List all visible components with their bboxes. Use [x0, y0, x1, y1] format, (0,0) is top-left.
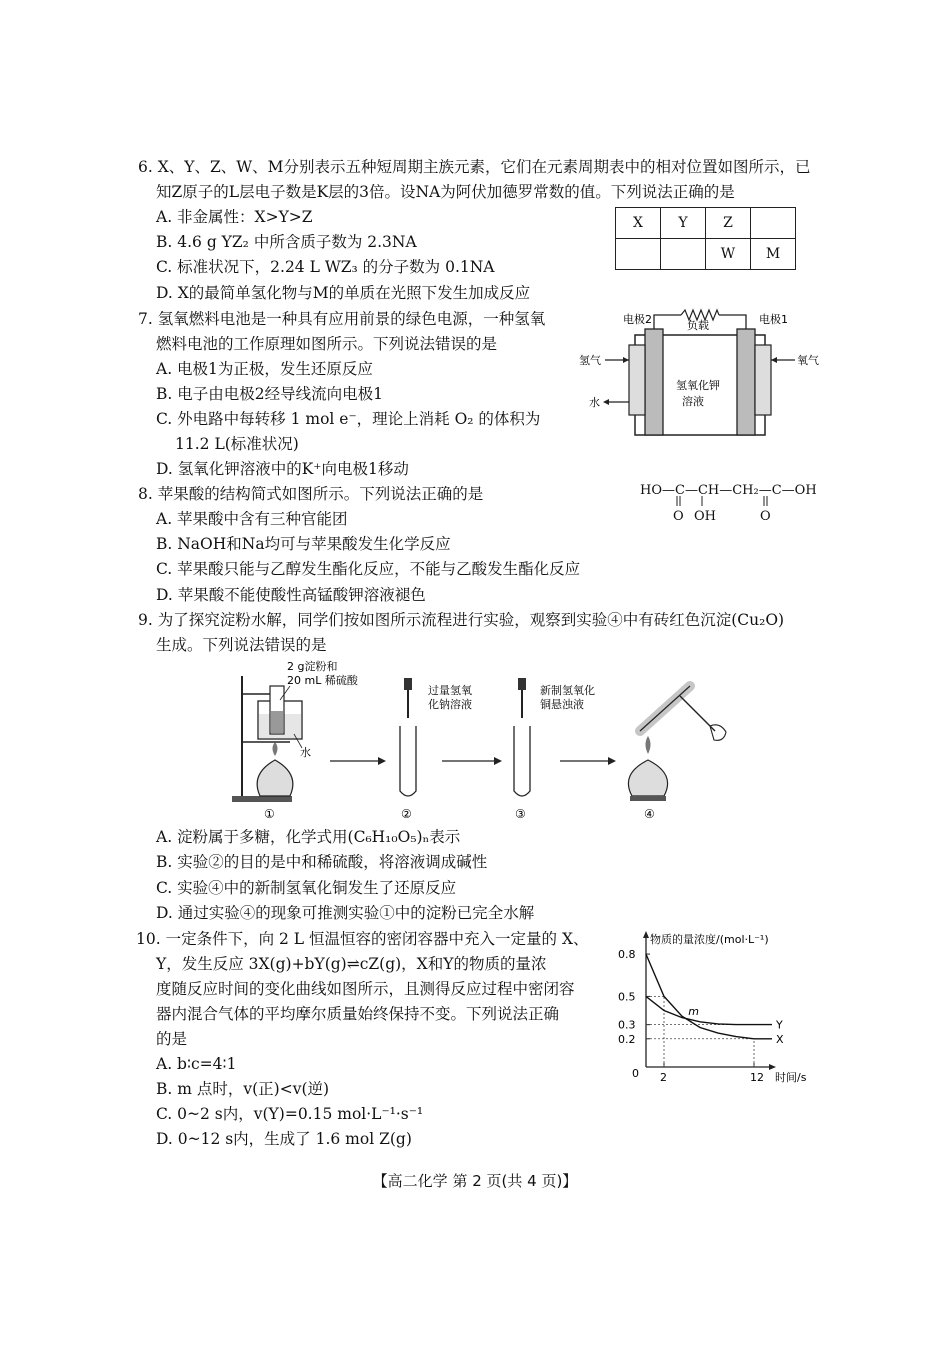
- label-water: 水: [589, 396, 600, 409]
- q8-option-a: A. 苹果酸中含有三种官能团: [156, 510, 348, 528]
- label-reagent-2a: 过量氢氧: [428, 684, 472, 697]
- step-4-label: ④: [644, 807, 655, 821]
- series-line-x: [646, 954, 772, 1039]
- x-tick-label: 2: [660, 1071, 667, 1084]
- label-electrode-1: 电极1: [759, 313, 788, 326]
- label-electrode-2: 电极2: [623, 313, 652, 326]
- fuel-cell-diagram: [575, 305, 825, 440]
- q7-option-c-line2: 11.2 L(标准状况): [175, 435, 299, 453]
- q7-stem-line1: 7. 氢氧燃料电池是一种具有应用前景的绿色电源，一种氢氧: [138, 310, 546, 328]
- pt-cell: [661, 239, 706, 270]
- q9-option-d: D. 通过实验④的现象可推测实验①中的淀粉已完全水解: [156, 904, 535, 922]
- pt-cell: [616, 239, 661, 270]
- label-reagent-2b: 化钠溶液: [428, 698, 472, 711]
- q6-option-c: C. 标准状况下，2.24 L WZ₃ 的分子数为 0.1NA: [156, 258, 495, 276]
- q7-option-b: B. 电子由电极2经导线流向电极1: [156, 385, 383, 403]
- q8-option-b: B. NaOH和Na均可与苹果酸发生化学反应: [156, 535, 451, 553]
- q9-option-c: C. 实验④中的新制氢氧化铜发生了还原反应: [156, 879, 457, 897]
- q9-option-a: A. 淀粉属于多糖，化学式用(C₆H₁₀O₅)ₙ表示: [156, 828, 461, 846]
- series-label-y: Y: [776, 1018, 783, 1032]
- label-reagent-3b: 铜悬浊液: [540, 698, 584, 711]
- q6-stem-line1: 6. X、Y、Z、W、M分别表示五种短周期主族元素，它们在元素周期表中的相对位置如图所示，已: [138, 158, 811, 176]
- malic-acid-carbonyl-o-1: O: [673, 509, 684, 524]
- q6-option-d: D. X的最简单氢化物与M的单质在光照下发生加成反应: [156, 284, 531, 302]
- pt-cell: [751, 208, 796, 239]
- q7-option-a: A. 电极1为正极，发生还原反应: [156, 360, 373, 378]
- x-axis-arrow: [769, 1064, 776, 1070]
- q7-stem-line2: 燃料电池的工作原理如图所示。下列说法错误的是: [156, 335, 498, 353]
- q6-option-a: A. 非金属性：X>Y>Z: [156, 208, 313, 226]
- q10-stem-line4: 器内混合气体的平均摩尔质量始终保持不变。下列说法正确: [156, 1005, 560, 1023]
- q8-option-d: D. 苹果酸不能使酸性高锰酸钾溶液褪色: [156, 586, 426, 604]
- step-1-label: ①: [264, 807, 275, 821]
- q10-stem-line5: 的是: [156, 1030, 188, 1048]
- q9-stem-line2: 生成。下列说法错误的是: [156, 636, 327, 654]
- malic-acid-hydroxyl: OH: [694, 509, 716, 524]
- q10-stem-line2: Y，发生反应 3X(g)+bY(g)⇌cZ(g)，X和Y的物质的量浓: [156, 955, 547, 973]
- q10-option-a: A. b∶c=4∶1: [156, 1055, 237, 1073]
- q9-stem-line1: 9. 为了探究淀粉水解，同学们按如图所示流程进行实验，观察到实验④中有砖红色沉淀(Cu₂O): [138, 611, 785, 629]
- q8-option-c: C. 苹果酸只能与乙醇发生酯化反应，不能与乙酸发生酯化反应: [156, 560, 581, 578]
- x-tick-label: 12: [750, 1071, 764, 1084]
- malic-acid-bonds: [640, 496, 830, 526]
- step-3-label: ③: [515, 807, 526, 821]
- malic-acid-main-chain: HO—C—CH—CH₂—C—OH: [640, 483, 817, 498]
- series-line-y: [646, 996, 772, 1024]
- y-axis-label: 物质的量浓度/(mol·L⁻¹): [650, 933, 769, 946]
- pt-cell: W: [706, 239, 751, 270]
- label-koh-1: 氢氧化钾: [676, 379, 720, 392]
- y-tick-label: 0.5: [618, 990, 636, 1004]
- label-oxygen: 氧气: [797, 354, 819, 367]
- periodic-table-fragment: [615, 207, 796, 270]
- page-footer: 【高二化学 第 2 页(共 4 页)】: [372, 1172, 578, 1190]
- label-load: 负载: [687, 319, 709, 332]
- origin-label: 0: [632, 1067, 639, 1080]
- label-reagent-1a: 2 g淀粉和: [287, 660, 338, 673]
- q9-option-b: B. 实验②的目的是中和稀硫酸，将溶液调成碱性: [156, 853, 488, 871]
- q6-stem-line2: 知Z原子的L层电子数是K层的3倍。设NA为阿伏加德罗常数的值。下列说法正确的是: [156, 183, 735, 201]
- q10-option-d: D. 0~12 s内，生成了 1.6 mol Z(g): [156, 1130, 412, 1148]
- q10-stem-line3: 度随反应时间的变化曲线如图所示，且测得反应过程中密闭容: [156, 980, 575, 998]
- pt-cell: Y: [661, 208, 706, 239]
- label-water-bath: 水: [300, 746, 311, 759]
- concentration-time-chart: [610, 925, 830, 1090]
- q10-stem-line1: 10. 一定条件下，向 2 L 恒温恒容的密闭容器中充入一定量的 X、: [136, 930, 589, 948]
- pt-cell: X: [616, 208, 661, 239]
- label-koh-2: 溶液: [682, 395, 704, 408]
- label-reagent-3a: 新制氢氧化: [540, 684, 595, 697]
- q8-stem: 8. 苹果酸的结构简式如图所示。下列说法正确的是: [138, 485, 484, 503]
- malic-acid-carbonyl-o-2: O: [760, 509, 771, 524]
- q10-option-c: C. 0~2 s内，v(Y)=0.15 mol·L⁻¹·s⁻¹: [156, 1105, 424, 1123]
- y-axis-arrow: [643, 931, 649, 938]
- pt-cell: Z: [706, 208, 751, 239]
- q7-option-d: D. 氢氧化钾溶液中的K⁺向电极1移动: [156, 460, 409, 478]
- label-reagent-1b: 20 mL 稀硫酸: [287, 674, 358, 687]
- label-hydrogen: 氢气: [579, 354, 601, 367]
- pt-cell: M: [751, 239, 796, 270]
- annotation-m: m: [688, 1004, 700, 1018]
- y-tick-label: 0.8: [618, 948, 636, 962]
- starch-hydrolysis-apparatus: [220, 656, 740, 826]
- step-2-label: ②: [401, 807, 412, 821]
- q10-option-b: B. m 点时，v(正)<v(逆): [156, 1080, 330, 1098]
- q6-option-b: B. 4.6 g YZ₂ 中所含质子数为 2.3NA: [156, 233, 417, 251]
- series-label-x: X: [776, 1032, 784, 1046]
- x-axis-label: 时间/s: [775, 1071, 807, 1084]
- y-tick-label: 0.2: [618, 1032, 636, 1046]
- y-tick-label: 0.3: [618, 1018, 636, 1032]
- q7-option-c-line1: C. 外电路中每转移 1 mol e⁻，理论上消耗 O₂ 的体积为: [156, 410, 541, 428]
